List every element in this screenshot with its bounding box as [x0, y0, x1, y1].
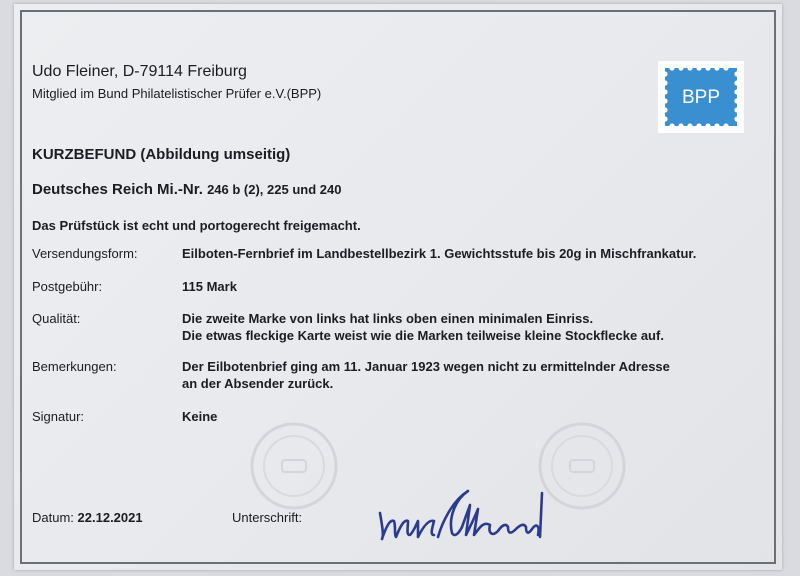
certificate-title: KURZBEFUND (Abbildung umseitig) [32, 146, 291, 163]
label-bemerkungen: Bemerkungen: [32, 359, 117, 374]
issuer-membership: Mitglied im Bund Philatelistischer Prüfer e.V.(BPP) [32, 86, 322, 101]
value-bemerkungen-line2: an der Absender zurück. [182, 376, 334, 391]
value-signatur: Keine [182, 409, 218, 424]
value-qualitaet-line2: Die etwas fleckige Karte weist wie die Marken teilweise kleine Stockflecke auf. [182, 328, 664, 343]
stamp-numbers: 246 b (2), 225 und 240 [207, 182, 342, 197]
label-versendungsform: Versendungsform: [32, 246, 138, 261]
value-postgebuehr: 115 Mark [182, 279, 237, 294]
label-postgebuehr: Postgebühr: [32, 279, 103, 294]
issuer-name: Udo Fleiner, D-79114 Freiburg [32, 63, 247, 80]
date-label: Datum: [32, 510, 74, 525]
date-value: 22.12.2021 [77, 510, 143, 525]
stamp-issue: Deutsches Reich Mi.-Nr. [32, 181, 203, 198]
value-bemerkungen-line1: Der Eilbotenbrief ging am 11. Januar 1923 wegen nicht zu ermittelnder Adresse [182, 359, 670, 374]
handwritten-signature [372, 475, 552, 545]
bpp-logo [658, 61, 744, 133]
value-qualitaet-line1: Die zweite Marke von links hat links oben einen minimalen Einriss. [182, 311, 594, 326]
signature-label: Unterschrift: [232, 510, 303, 525]
bpp-logo-text: BPP [681, 87, 721, 108]
stamp-issue-line [32, 181, 341, 198]
value-versendungsform: Eilboten-Fernbrief im Landbestellbezirk 1. Gewichtsstufe bis 20g in Mischfrankatur. [182, 246, 697, 261]
authenticity-statement: Das Prüfstück ist echt und portogerecht freigemacht. [32, 218, 361, 233]
embossed-seal-left [248, 420, 340, 512]
date-line [32, 510, 143, 525]
label-qualitaet: Qualität: [32, 311, 81, 326]
label-signatur: Signatur: [32, 409, 85, 424]
